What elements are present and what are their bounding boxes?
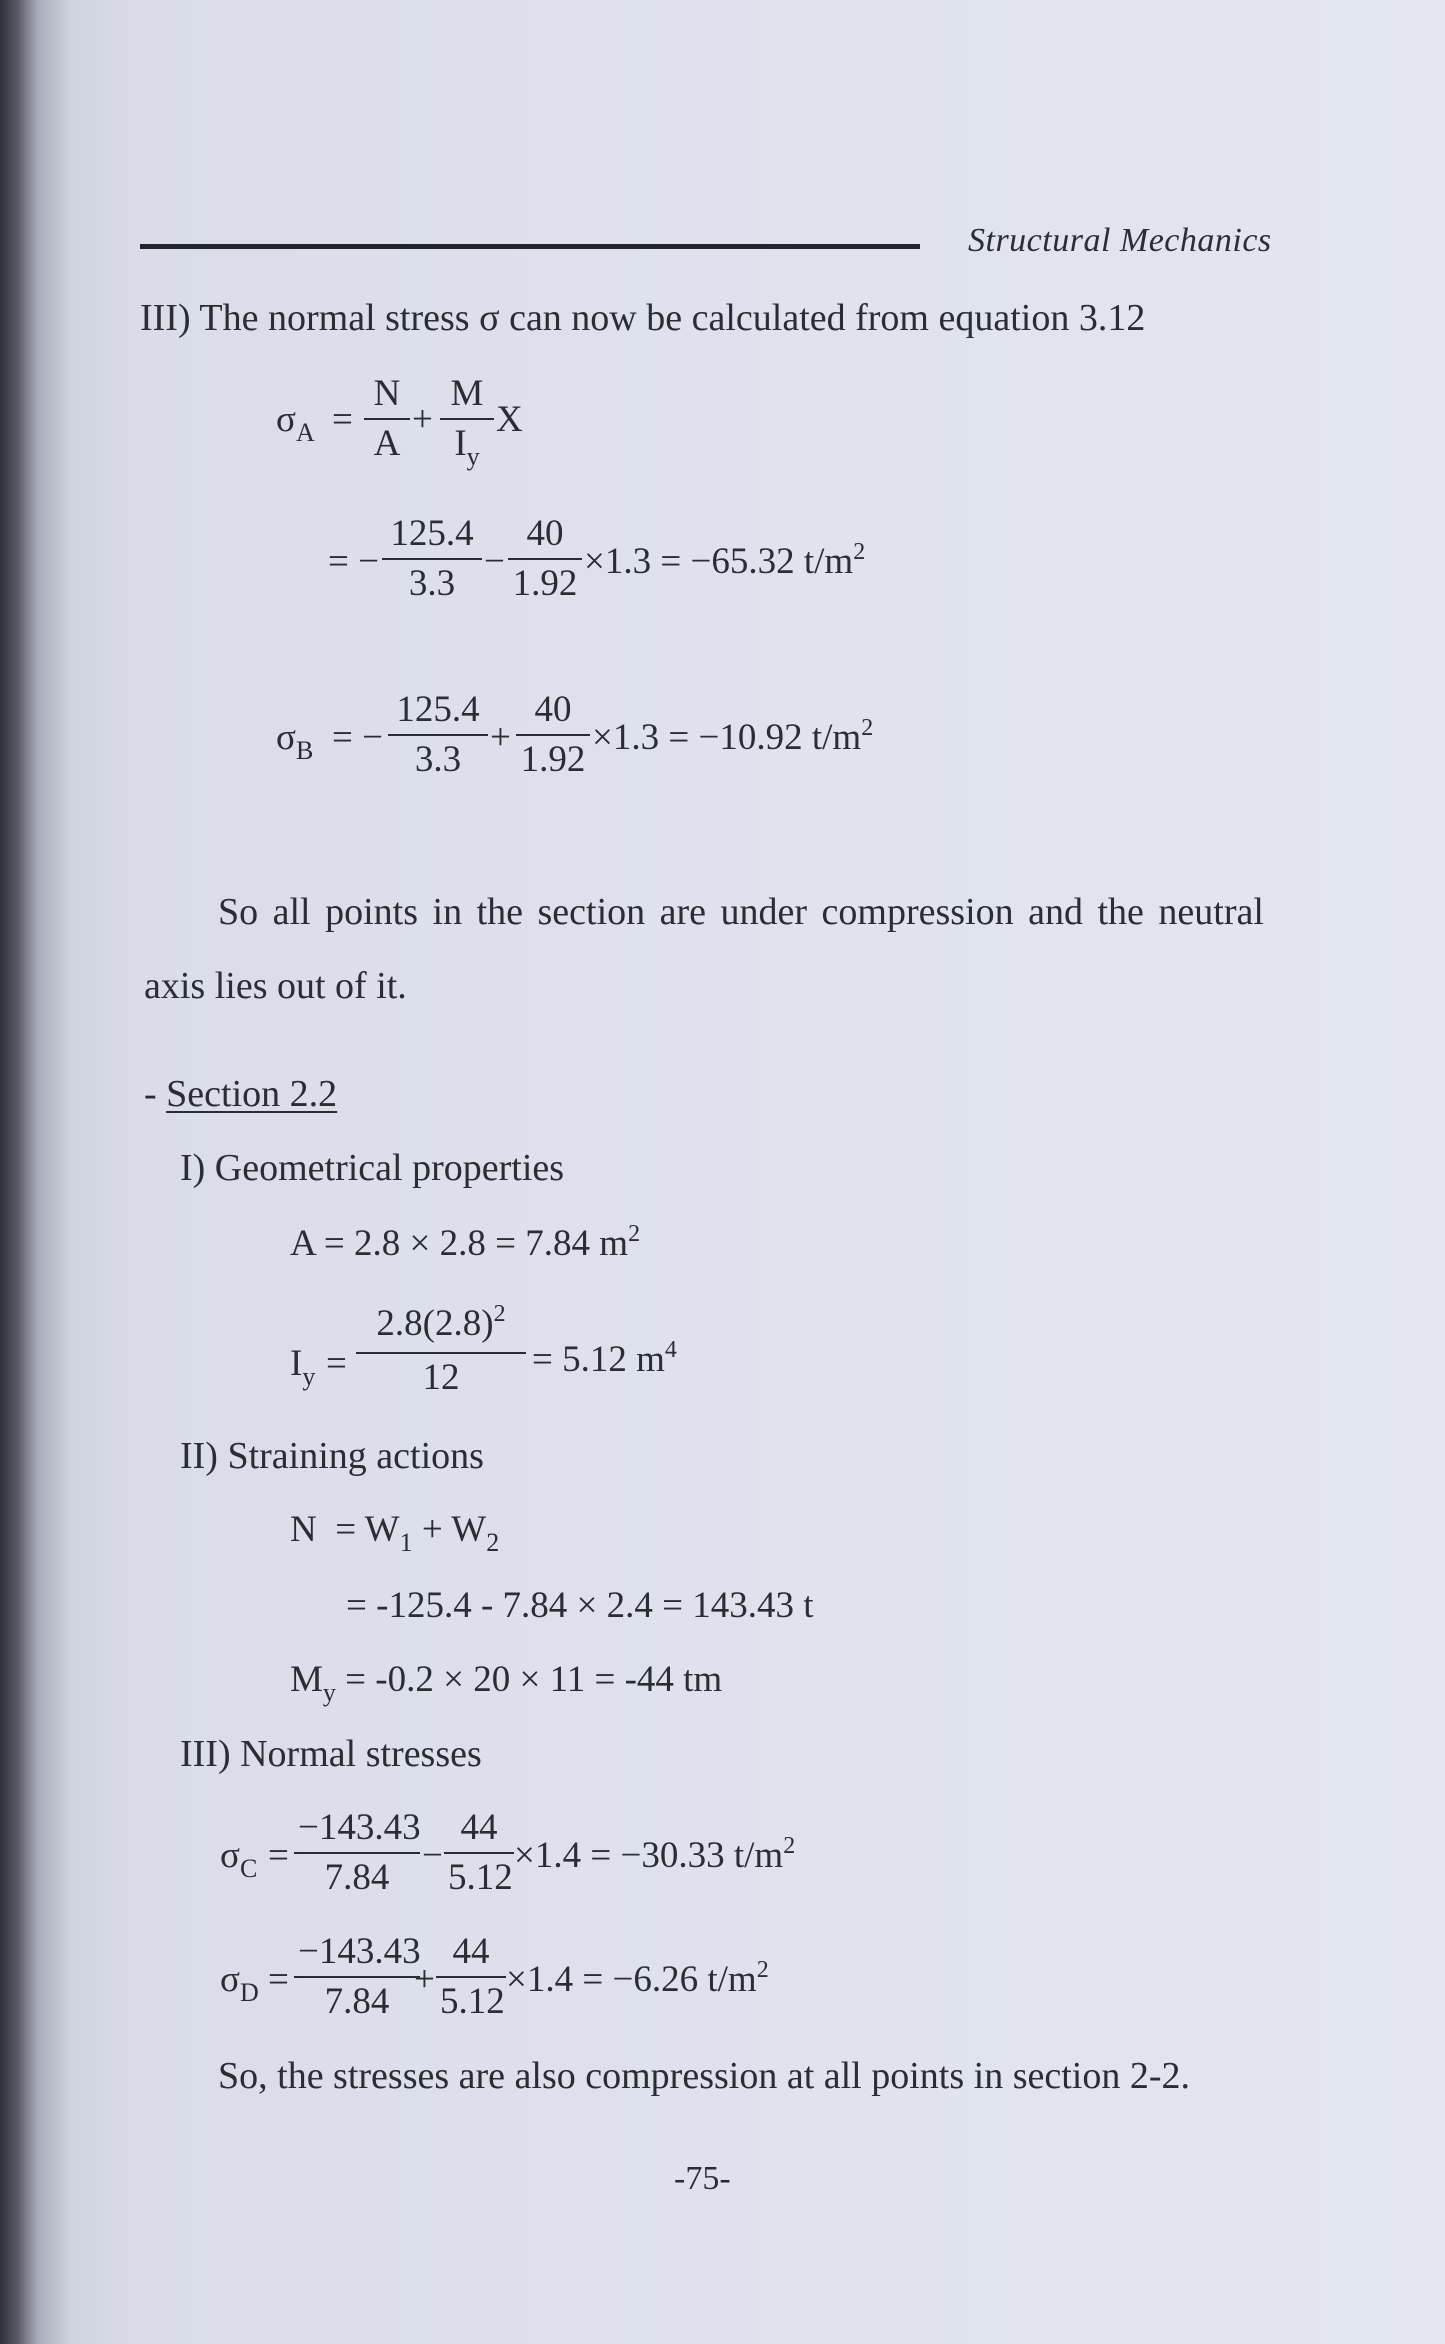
fraction-d2: 44 5.12 <box>436 1930 506 2024</box>
conclusion-line-2: axis lies out of it. <box>144 965 407 1007</box>
moment-equation: $M_y = -0.2 \times 20 \times 11 = -44$ tm <box>290 1659 723 1707</box>
geometrical-properties-heading: I) Geometrical properties <box>180 1147 565 1189</box>
fraction-d1: −143.43 7.84 <box>294 1930 420 2024</box>
fraction-125-4-over-3-3: 125.4 3.3 <box>382 512 482 606</box>
fraction-125-4-over-3-3-b: 125.4 3.3 <box>388 688 488 782</box>
section-heading: - Section 2.2 <box>144 1073 338 1115</box>
book-page: Structural Mechanics III) The normal stress σ can now be calculated from equation 3.12 $\sigma_A$ = N A + M $I_y$ X = − 125.4 3.3 − 40 1.92 ×1.3 = −65.32 $t/m^2$ $\sigma_B$ = − 125.4 3.3 + 40 1.92 ×1.3 = −10.92 $t/m^2$ So all points in the section are under compression and the neutral axis lies out of it. - Section 2.2 I) Geometrical properties A = 2.8 × 2.8 = 7.84 $m^2$ $I_y$ = $2.8(2.8)^2$ 12 = 5.12 $m^4$ II) Straining actions $N = W_1 + W_2$ = -125.4 - 7.84 × 2.4 = 143.43 t $M_y = -0.2 \times 20 \times 11 = -44$ tm III) Normal stresses $\sigma_C$ = −143.43 7.84 − 44 5.12 ×1.4 = −30.33 $t/m^2$ $\sigma_D$ = −143.43 7.84 + 44 5.12 ×1.4 = −6.26 $t/m^2$ So, the stresses are also compression at all points in section 2-2. -75- <box>140 222 1272 2197</box>
header-rule <box>140 244 920 249</box>
fraction-inertia: $2.8(2.8)^2$ 12 <box>356 1302 526 1400</box>
normal-force-equation: $N = W_1 + W_2$ <box>290 1509 500 1557</box>
page-number: -75- <box>674 2160 731 2197</box>
fraction-40-over-1-92: 40 1.92 <box>508 512 582 606</box>
fraction-40-over-1-92-b: 40 1.92 <box>516 688 590 782</box>
fraction-c1: −143.43 7.84 <box>294 1806 420 1900</box>
stress-heading: III) The normal stress σ can now be calculated from equation 3.12 <box>140 297 1146 339</box>
running-header: Structural Mechanics <box>968 222 1272 259</box>
fraction-m-over-iy: M $I_y$ <box>440 372 494 469</box>
conclusion-line-1: So all points in the section are under compression and the neutral <box>218 891 1264 933</box>
fraction-c2: 44 5.12 <box>444 1806 514 1900</box>
normal-stresses-heading: III) Normal stresses <box>180 1733 482 1775</box>
straining-actions-heading: II) Straining actions <box>180 1435 484 1477</box>
area-equation: A = 2.8 × 2.8 = 7.84 $m^2$ <box>290 1221 641 1264</box>
fraction-n-over-a: N A <box>364 372 410 466</box>
final-statement: So, the stresses are also compression at all points in section 2-2. <box>218 2055 1190 2097</box>
normal-force-evaluation: = -125.4 - 7.84 × 2.4 = 143.43 t <box>346 1585 814 1626</box>
